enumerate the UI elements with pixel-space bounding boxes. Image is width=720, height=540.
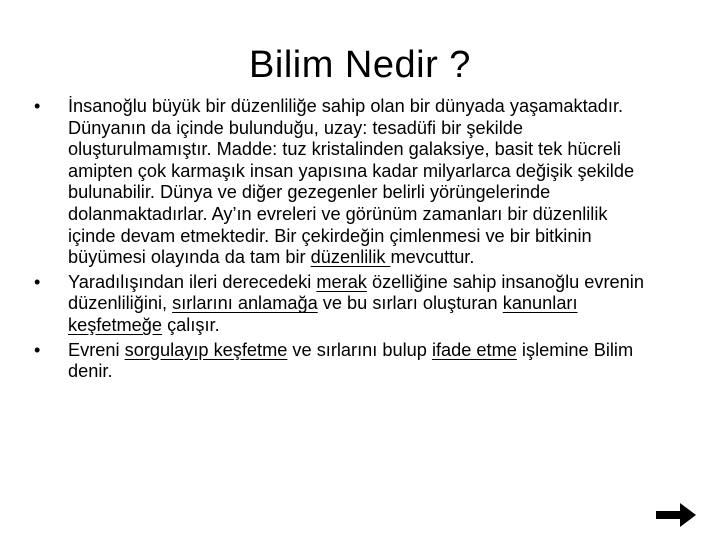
- underlined-phrase: düzenlilik: [310, 247, 391, 268]
- bullet-text: Evreni: [68, 339, 125, 360]
- bullet-text: özelliğine sahip insanoğlu evrenin düzenliliğini,: [68, 271, 644, 314]
- bullet-text: ve bu sırları oluşturan: [317, 293, 503, 314]
- bullet-text: ve sırlarını bulup: [287, 339, 432, 360]
- next-slide-arrow-icon[interactable]: [656, 500, 696, 530]
- bullet-text: çalışır.: [162, 314, 220, 335]
- underlined-phrase: ifade etme: [431, 339, 517, 360]
- bullet-text: işlemine Bilim denir.: [68, 339, 634, 382]
- bullet-marker: •: [34, 96, 41, 116]
- bullet-text: mevcuttur.: [390, 247, 475, 268]
- underlined-phrase: sorgulayıp keşfetme: [124, 339, 288, 360]
- underlined-phrase: sırlarını anlamağa: [172, 293, 318, 314]
- bullet-marker: •: [34, 271, 41, 292]
- bullet-list: [34, 96, 654, 386]
- bullet-item: [34, 96, 654, 269]
- slide-title: Bilim Nedir ?: [249, 44, 471, 86]
- bullet-text: İnsanoğlu büyük bir düzenliliğe sahip olan bir dünyada yaşamaktadır. Dünyanın da içinde bulunduğu, uzay: tesadüfi bir şekilde oluşturulmamıştır. Madde: tuz kristalinden galaksiye, basit tek hücreli amipten çok karmaşık insan yapısına kadar milyarlarca değişik şekilde bulunabilir. Dünya ve diğer gezegenler belirli yörüngelerinde dolanmaktadırlar. Ay’ın evreleri ve görünüm zamanları bir düzenlilik içinde devam etmektedir. Bir çekirdeğin çimlenmesi ve bir bitkinin büyümesi olayında da tam bir: [68, 96, 635, 268]
- bullet-text: Yaradılışından ileri derecedeki: [68, 271, 317, 292]
- bullet-item: [34, 272, 654, 337]
- underlined-phrase: kanunları keşfetmeğe: [68, 293, 578, 335]
- underlined-phrase: merak: [316, 271, 367, 292]
- bullet-item: [34, 340, 654, 383]
- bullet-marker: •: [34, 339, 41, 360]
